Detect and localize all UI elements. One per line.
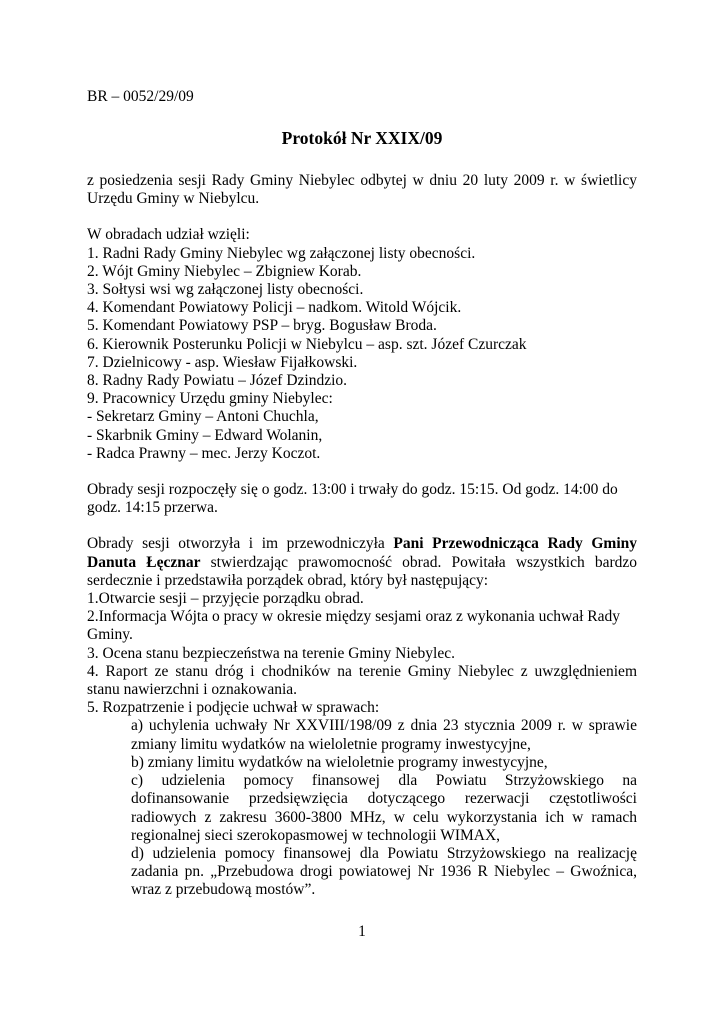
attendee-item: 7. Dzielnicowy - asp. Wiesław Fijałkowski.	[87, 353, 358, 371]
agenda-item: 3. Ocena stanu bezpieczeństwa na terenie Gminy Niebylec.	[87, 644, 455, 662]
agenda-item: 5. Rozpatrzenie i podjęcie uchwał w sprawach:	[87, 699, 380, 717]
document-title: Protokół Nr XXIX/09	[281, 128, 443, 148]
opening-paragraph	[87, 535, 637, 590]
opening-text-before: Obrady sesji otworzyła i im przewodniczyła	[87, 535, 394, 553]
opening-text-after: stwierdzając prawomocność obrad. Powitała wszystkich bardzo serdecznie i przedstawiła porządek obrad, który był następujący:	[87, 553, 638, 589]
agenda-list	[87, 590, 637, 899]
attendee-item: - Skarbnik Gminy – Edward Wolanin,	[87, 426, 323, 444]
attendees-list	[87, 245, 637, 463]
chairwoman-name: Pani Przewodnicząca Rady Gminy Danuta Łęcznar	[87, 535, 637, 571]
attendee-item: 5. Komendant Powiatowy PSP – bryg. Bogusław Broda.	[87, 317, 437, 335]
agenda-item: 2.Informacja Wójta o pracy w okresie między sesjami oraz z wykonania uchwał Rady Gminy.	[87, 608, 620, 644]
session-timing: Obrady sesji rozpoczęły się o godz. 13:00 i trwały do godz. 15:15. Od godz. 14:00 do godz. 14:15 przerwa.	[87, 481, 618, 517]
attendee-item: 1. Radni Rady Gminy Niebylec wg załączonej listy obecności.	[87, 244, 476, 262]
attendee-item: 3. Sołtysi wsi wg załączonej listy obecności.	[87, 281, 364, 299]
attendee-item: 4. Komendant Powiatowy Policji – nadkom. Witold Wójcik.	[87, 299, 462, 317]
agenda-item: 4. Raport ze stanu dróg i chodników na terenie Gminy Niebylec z uwzględnieniem stanu nawierzchni i oznakowania.	[87, 662, 637, 699]
document-reference: BR – 0052/29/09	[87, 88, 194, 105]
agenda-subitem: c) udzielenia pomocy finansowej dla Powiatu Strzyżowskiego na dofinansowanie przedsięwzięcia dotyczącego rezerwacji częstotliwości radiowych z zakresu 3600-3800 MHz, w celu wykorzystania ich w ramach regionalnej sieci szerokopasmowej w technologii WIMAX,	[131, 772, 637, 844]
attendee-item: 8. Radny Rady Powiatu – Józef Dzindzio.	[87, 372, 348, 390]
attendee-item: 6. Kierownik Posterunku Policji w Niebylcu – asp. szt. Józef Czurczak	[87, 335, 527, 353]
page-number: 1	[358, 923, 366, 940]
document-body	[87, 88, 637, 900]
attendees-heading: W obradach udział wzięli:	[87, 226, 250, 244]
agenda-subitem: d) udzielenia pomocy finansowej dla Powiatu Strzyżowskiego na realizację zadania pn. „Przebudowa drogi powiatowej Nr 1936 R Niebylec – Gwoźnica, wraz z przebudową mostów”.	[131, 844, 637, 899]
attendee-item: - Radca Prawny – mec. Jerzy Koczot.	[87, 444, 321, 462]
agenda-subitem: a) uchylenia uchwały Nr XXVIII/198/09 z dnia 23 stycznia 2009 r. w sprawie zmiany limitu wydatków na wieloletnie programy inwestycyjne,	[131, 717, 637, 753]
attendee-item: 2. Wójt Gminy Niebylec – Zbigniew Korab.	[87, 262, 362, 280]
attendee-item: - Sekretarz Gminy – Antoni Chuchla,	[87, 408, 319, 426]
agenda-subitem: b) zmiany limitu wydatków na wieloletnie programy inwestycyjne,	[131, 753, 548, 771]
attendee-item: 9. Pracownicy Urzędu gminy Niebylec:	[87, 390, 333, 408]
agenda-item: 1.Otwarcie sesji – przyjęcie porządku obrad.	[87, 590, 364, 608]
intro-paragraph: z posiedzenia sesji Rady Gminy Niebylec odbytej w dniu 20 luty 2009 r. w świetlicy Urzędu Gminy w Niebylcu.	[87, 172, 637, 208]
